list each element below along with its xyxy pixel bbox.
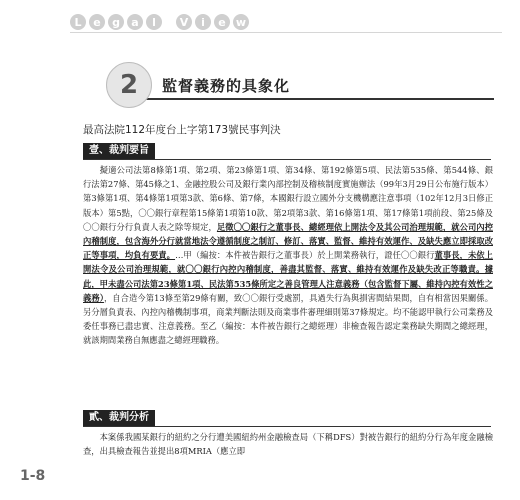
header-rule	[70, 32, 502, 33]
header-letter: l	[146, 14, 162, 30]
section-title-2: 貳、裁判分析	[83, 410, 155, 426]
header-letter: e	[89, 14, 105, 30]
header-letter: V	[176, 14, 192, 30]
text-run: 擬適公司法第8條第1項、第2項、第23條第1項、第34條、第192條第5項、民法第535條、第544條、銀行法第27條、第45條之1、金融控股公司及銀行業內部控制及稽核制度實施辦法（99年3月29日公布施行版本）第3條第1項、第4條第1項第3款、第6條、第7條，本國銀行設立國外分支機構應注意事項（102年12月3日修正版本）第5點，〇〇銀行章程第15條第1項第10款、第2項第3款、第16條第1項、第17條第1項前段、第25條及〇〇銀行分行負責人表之除等規定，	[83, 165, 493, 232]
emphasized-text: 董事長，未依上開法令及公司治理規範，就〇〇銀行內控內稽制度，善盡其監督、落實、維持有效運作及缺失改正等職責。據此，甲未盡公司法第23條第1項、民法第535條所定之善良管理人注意義務（包含監督下屬、維持內控有效性之義務）	[83, 250, 493, 303]
chapter-title: 監督義務的具象化	[162, 76, 291, 95]
header-letter: w	[233, 14, 249, 30]
section-body-2	[83, 430, 493, 458]
text-run: ，自合造今第13條至第29條有關，致〇〇銀行受處罰，具過失行為與損害間結果間，自有相當因果關係。另分層負責表、內控內稽機制事項，商業判斷法則及商業事件審理細則第37條規定。均不能認甲執行公司業務及委任事務已盡忠實、注意義務。至乙（編按：本件被告銀行之總經理）非檢查報告認定業務缺失期間之總經理，就該期間業務自無應盡之總經理職務。	[83, 292, 493, 346]
header-letter: e	[214, 14, 230, 30]
header-letter: L	[70, 14, 86, 30]
chapter-number-badge: 2	[106, 62, 152, 108]
header-letter: a	[127, 14, 143, 30]
page-number: 1-8	[20, 468, 46, 484]
section-rule-2	[83, 426, 491, 427]
case-reference: 最高法院112年度台上字第173號民事判決	[83, 124, 281, 136]
section-title-1: 壹、裁判要旨	[83, 143, 155, 159]
header-letter: i	[195, 14, 211, 30]
paragraph	[83, 163, 493, 348]
emphasized-text: 足徵〇〇銀行之董事長、總經理依上開法令及其公司治理規範，就公司內控內稽制度，包含海外分行就當地法令遵循制度之制訂、修訂、落實、監督、維持有效運作、及缺失應立即採取改正等事項，均負有要責。	[83, 221, 493, 261]
section-rule-1	[83, 159, 491, 160]
header-letter: g	[108, 14, 124, 30]
header-letter	[165, 14, 173, 30]
chapter-underline	[134, 98, 494, 100]
chapter-heading	[106, 62, 290, 108]
text-run: 本案係我國某銀行的紐約之分行遭美國紐約州金融檢查局（下稱DFS）對被告銀行的紐約分行為年度金融檢查，出具檢查報告並提出8項MRIA（應立即	[83, 432, 493, 457]
paragraph	[83, 430, 493, 458]
header-letters	[70, 14, 249, 30]
section-body-1	[83, 163, 493, 348]
text-run: …甲（編按：本件被告銀行之董事長）於上開業務執行，證任〇〇銀行	[175, 250, 435, 261]
